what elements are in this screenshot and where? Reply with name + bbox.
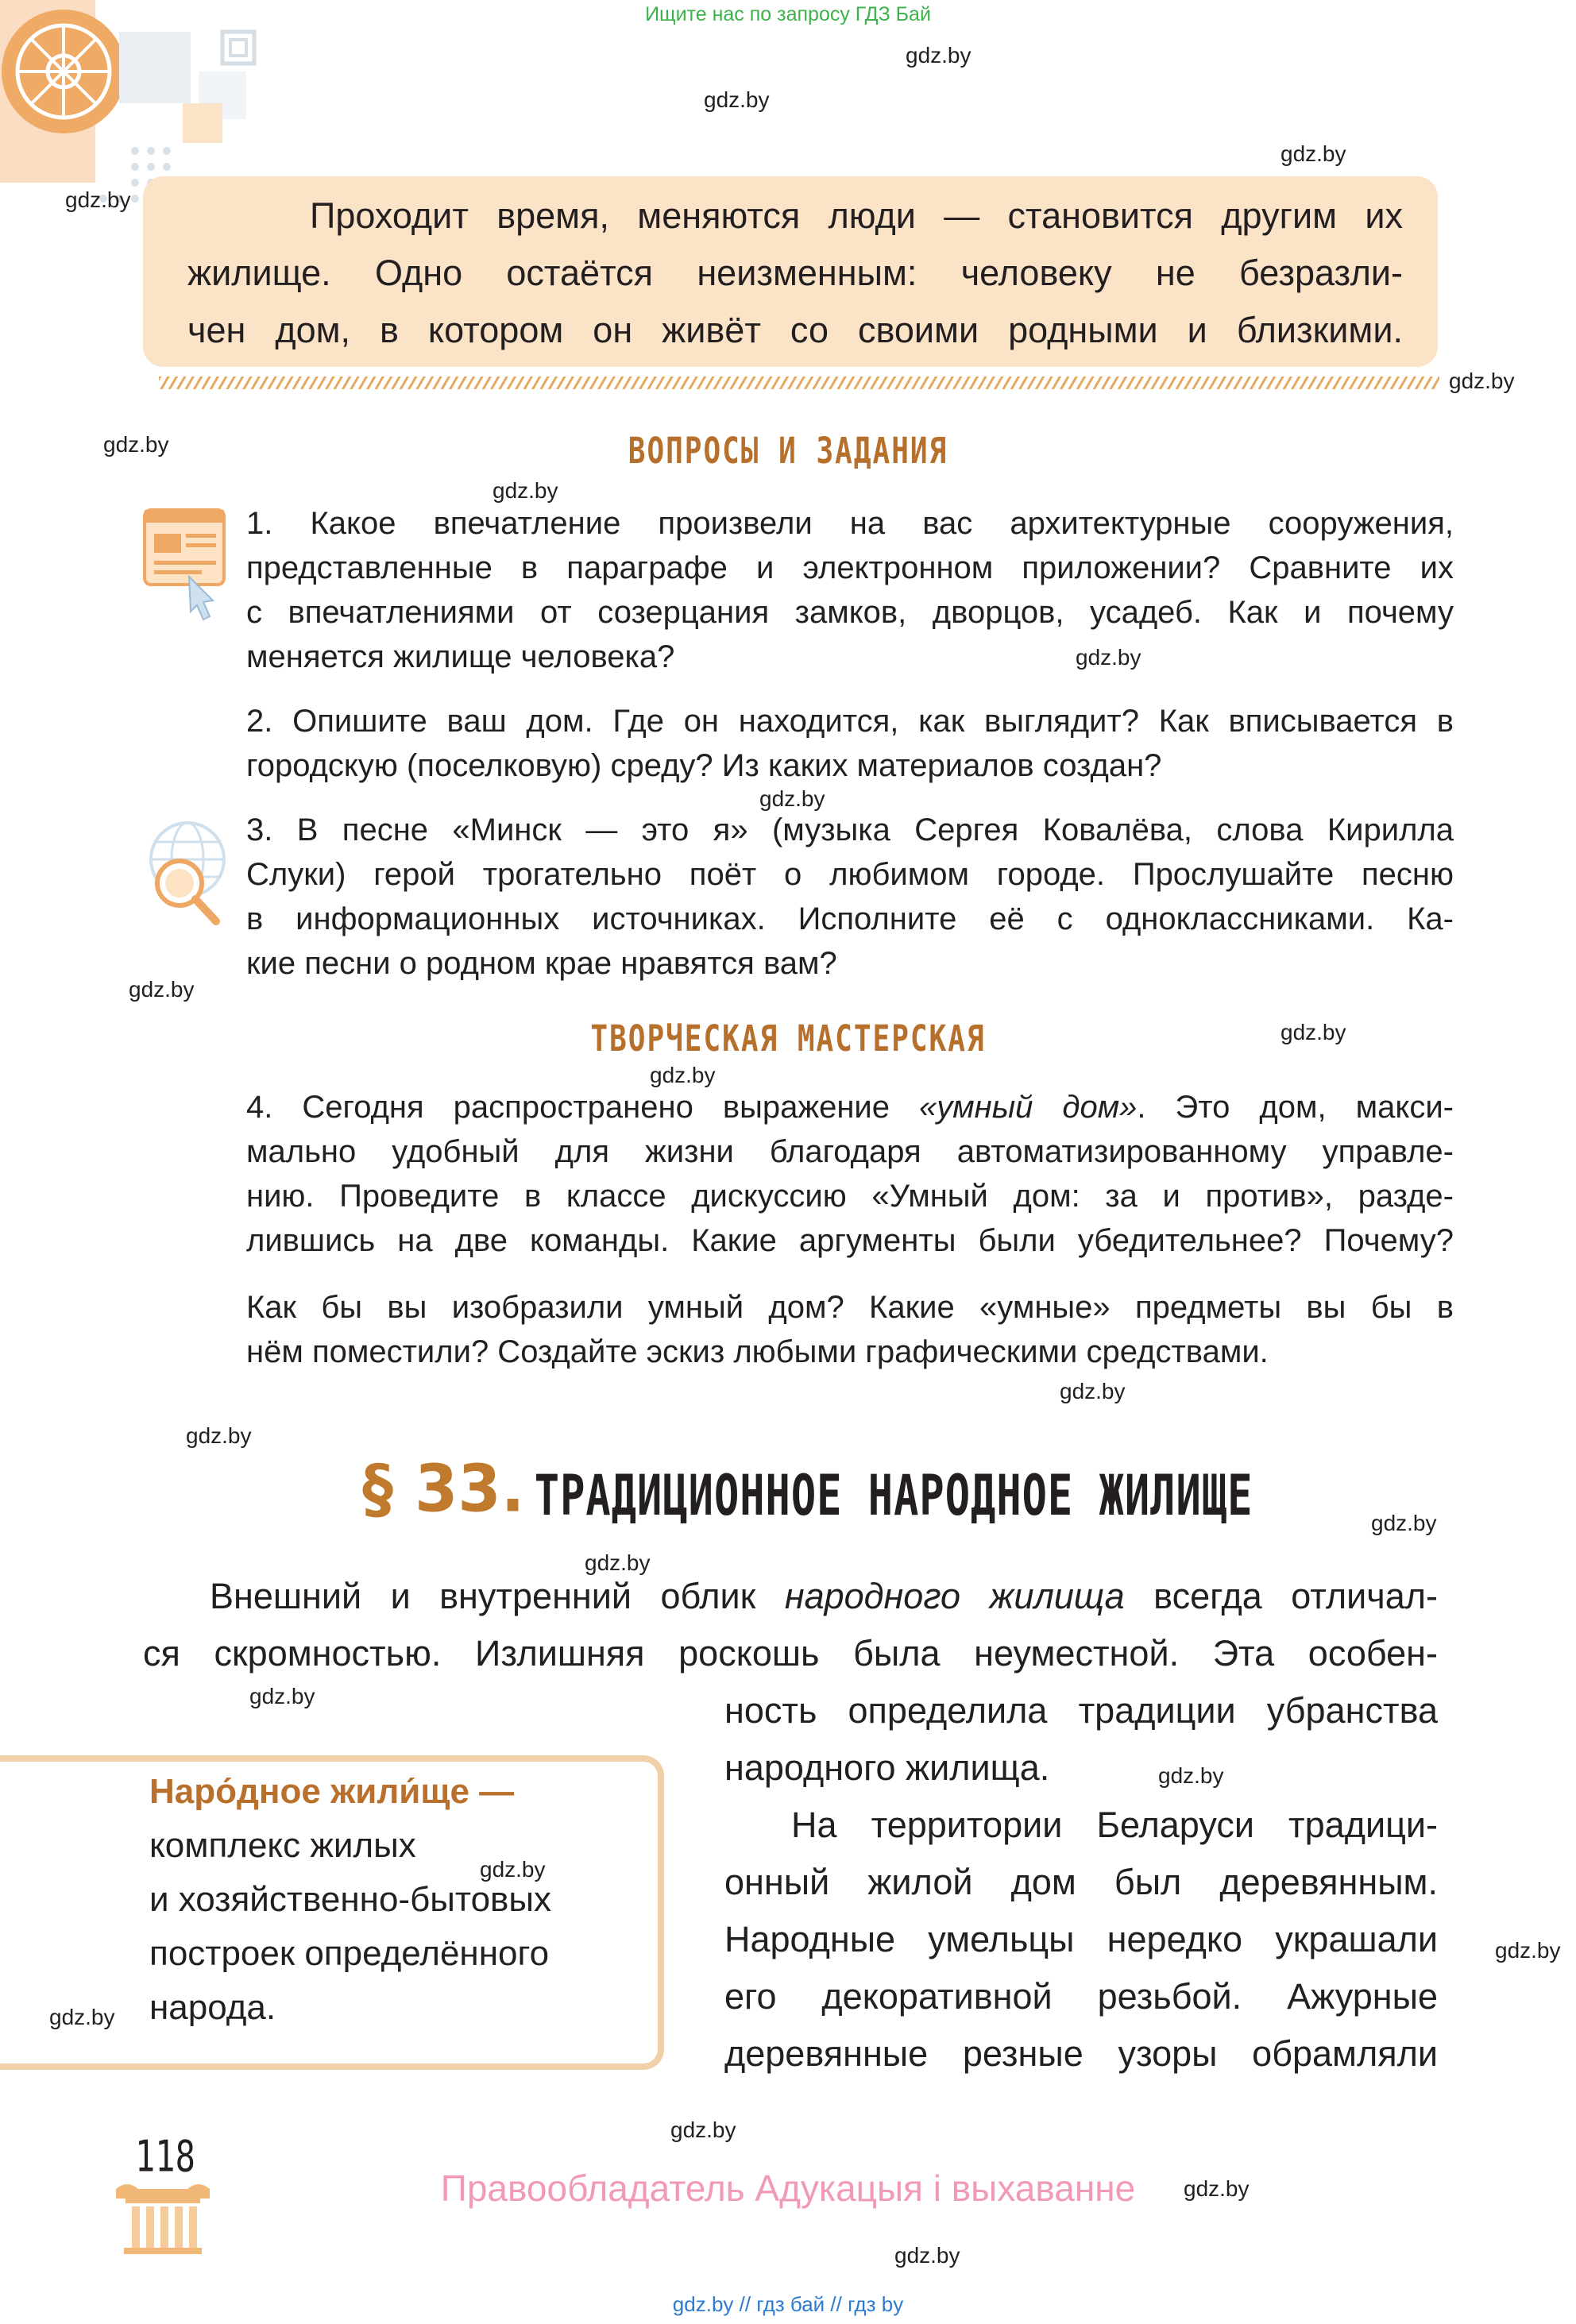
watermark: gdz.by bbox=[670, 2117, 736, 2142]
q4-line: лившись на две команды. Какие аргументы были убедительнее? Почему? bbox=[246, 1223, 1454, 1258]
watermark: gdz.by bbox=[49, 2005, 115, 2029]
copyright-footer: Правообладатель Адукацыя і выхаванне bbox=[440, 2168, 1136, 2209]
watermark: gdz.by bbox=[65, 187, 131, 212]
top-search-note: Ищите нас по запросу ГДЗ Бай bbox=[645, 3, 931, 25]
quote-line: жилище. Одно остаётся неизменным: человеку не безразли- bbox=[187, 253, 1403, 293]
watermark: gdz.by bbox=[894, 2243, 960, 2268]
body-line: деревянные резные узоры обрамляли bbox=[724, 2033, 1438, 2074]
definition-term: Наро́дное жили́ще — bbox=[149, 1772, 515, 1811]
body-line: ся скромностью. Излишняя роскошь была неуместной. Эта особен- bbox=[143, 1633, 1438, 1674]
watermark: gdz.by bbox=[906, 43, 971, 68]
q1-line: представленные в параграфе и электронном приложении? Сравните их bbox=[246, 550, 1454, 585]
watermark: gdz.by bbox=[1449, 369, 1515, 393]
question-3 bbox=[246, 808, 1454, 986]
watermark: gdz.by bbox=[103, 432, 169, 457]
definition-line: комплекс жилых bbox=[149, 1826, 416, 1865]
questions-heading: ВОПРОСЫ И ЗАДАНИЯ bbox=[628, 430, 948, 473]
q4-emphasis: «умный дом» bbox=[919, 1090, 1138, 1125]
watermark: gdz.by bbox=[759, 786, 825, 811]
body-line: народного жилища. bbox=[724, 1747, 1050, 1788]
quote-line: чен дом, в котором он живёт со своими родными и близкими. bbox=[187, 310, 1403, 350]
workshop-heading: ТВОРЧЕСКАЯ МАСТЕРСКАЯ bbox=[590, 1018, 986, 1060]
q3-line: кие песни о родном крае нравятся вам? bbox=[246, 946, 837, 981]
definition-text bbox=[149, 1765, 642, 2035]
q4-text: 4. Сегодня распространено выражение bbox=[246, 1090, 920, 1125]
q4b-line: нём поместили? Создайте эскиз любыми графическими средствами. bbox=[246, 1334, 1269, 1369]
watermark: gdz.by bbox=[704, 87, 770, 112]
body-text: всегда отличал- bbox=[1124, 1576, 1438, 1616]
question-1 bbox=[246, 501, 1454, 679]
question-2 bbox=[246, 699, 1454, 788]
body-emphasis: народного жилища bbox=[784, 1576, 1125, 1616]
watermark: gdz.by bbox=[1280, 1020, 1346, 1044]
watermark: gdz.by bbox=[1371, 1511, 1437, 1535]
definition-line: народа. bbox=[149, 1988, 276, 2027]
question-4 bbox=[246, 1085, 1454, 1263]
question-4-continued bbox=[246, 1285, 1454, 1374]
q4-text: . Это дом, макси- bbox=[1137, 1090, 1454, 1125]
body-line: На территории Беларуси традици- bbox=[791, 1805, 1438, 1845]
watermark: gdz.by bbox=[492, 478, 558, 503]
body-text-right bbox=[724, 1682, 1438, 2083]
watermark: gdz.by bbox=[1495, 1938, 1561, 1963]
q4-line bbox=[246, 1085, 1454, 1129]
q1-line: меняется жилище человека? bbox=[246, 639, 675, 674]
body-line: ность определила традиции убранства bbox=[724, 1690, 1438, 1731]
q4-line: нию. Проведите в классе дискуссию «Умный дом: за и против», разде- bbox=[246, 1179, 1454, 1214]
watermark: gdz.by bbox=[480, 1857, 546, 1882]
globe-search-icon bbox=[140, 818, 243, 937]
body-line: его декоративной резьбой. Ажурные bbox=[724, 1976, 1438, 2017]
page-number: 118 bbox=[135, 2130, 195, 2182]
bottom-links[interactable]: gdz.by // гдз бай // гдз by bbox=[672, 2292, 904, 2316]
browser-window-icon bbox=[140, 502, 235, 645]
paragraph-number: § 33. bbox=[362, 1451, 525, 1527]
q2-line: 2. Опишите ваш дом. Где он находится, как выглядит? Как вписывается в bbox=[246, 704, 1454, 739]
decorative-hatch-divider bbox=[159, 376, 1439, 389]
q3-line: Слуки) герой трогательно поёт о любимом городе. Прослушайте песню bbox=[246, 857, 1454, 892]
q3-line: 3. В песне «Минск — это я» (музыка Сергея Ковалёва, слова Кирилла bbox=[246, 813, 1454, 847]
body-line: Народные умельцы нередко украшали bbox=[724, 1919, 1438, 1959]
quote-line: Проходит время, меняются люди — становится другим их bbox=[310, 195, 1403, 236]
q2-line: городскую (поселковую) среду? Из каких материалов создан? bbox=[246, 748, 1162, 783]
q4-line: мально удобный для жизни благодаря автоматизированному управле- bbox=[246, 1134, 1454, 1169]
watermark: gdz.by bbox=[249, 1684, 315, 1708]
watermark: gdz.by bbox=[1158, 1763, 1224, 1788]
paragraph-title bbox=[362, 1451, 1268, 1529]
watermark: gdz.by bbox=[650, 1063, 716, 1087]
q4b-line: Как бы вы изобразили умный дом? Какие «умные» предметы вы бы в bbox=[246, 1290, 1454, 1325]
watermark: gdz.by bbox=[1280, 141, 1346, 166]
watermark: gdz.by bbox=[1076, 645, 1141, 670]
body-line: онный жилой дом был деревянным. bbox=[724, 1862, 1438, 1902]
body-line bbox=[143, 1568, 1438, 1625]
watermark: gdz.by bbox=[585, 1550, 651, 1575]
q3-line: в информационных источниках. Исполните её с одноклассниками. Ка- bbox=[246, 901, 1454, 936]
body-text: Внешний и внутренний облик bbox=[210, 1576, 785, 1616]
body-text-top bbox=[143, 1568, 1438, 1682]
watermark: gdz.by bbox=[129, 977, 195, 1002]
watermark: gdz.by bbox=[1060, 1379, 1126, 1403]
quote-text bbox=[187, 187, 1403, 359]
definition-line: построек определённого bbox=[149, 1934, 550, 1973]
paragraph-name: ТРАДИЦИОННОЕ НАРОДНОЕ ЖИЛИЩЕ bbox=[534, 1464, 1253, 1529]
watermark: gdz.by bbox=[186, 1423, 252, 1448]
q1-line: с впечатлениями от созерцания замков, дворцов, усадеб. Как и почему bbox=[246, 595, 1454, 630]
q1-line: 1. Какое впечатление произвели на вас архитектурные сооружения, bbox=[246, 506, 1454, 541]
definition-line: и хозяйственно-бытовых bbox=[149, 1880, 552, 1919]
watermark: gdz.by bbox=[1184, 2176, 1250, 2201]
